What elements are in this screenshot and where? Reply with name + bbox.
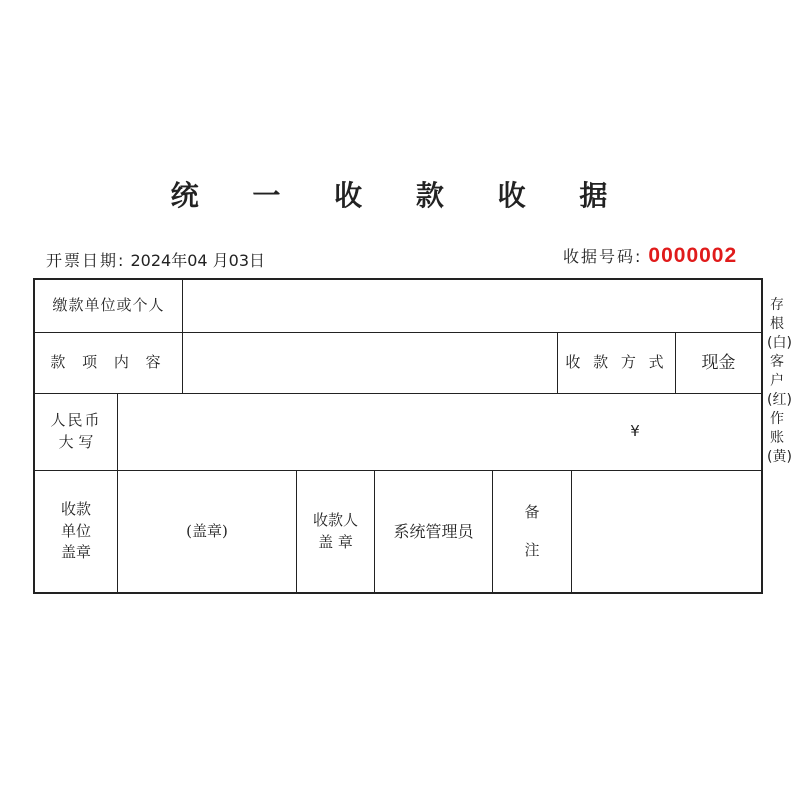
amount-label	[35, 394, 117, 470]
issue-date	[46, 248, 265, 271]
payer-value[interactable]	[183, 280, 761, 332]
unit-seal-line1: 收款	[60, 499, 91, 518]
remark-label-line1: 备	[524, 502, 540, 521]
payment-method-label: 收 款 方 式	[565, 353, 668, 372]
issue-date-value: 2024年04 月03日	[130, 251, 266, 270]
payer-label: 缴款单位或个人	[52, 296, 165, 315]
collector-label	[297, 471, 374, 592]
item-label: 款 项 内 容	[50, 353, 167, 372]
currency-symbol: ¥	[630, 422, 640, 441]
remark-label-line2: 注	[524, 540, 540, 559]
amount-label-line2: 大 写	[58, 433, 94, 451]
receipt-title: 统 一 收 款 收 据	[170, 179, 630, 212]
item-value[interactable]	[183, 333, 557, 393]
copy-distribution-note: 存根(白) 客户(红) 作账(黄)	[767, 297, 792, 465]
unit-seal-label	[35, 471, 117, 592]
payment-method-value[interactable]: 现金	[701, 352, 736, 373]
receipt-table	[33, 278, 763, 594]
unit-seal-line2: 单位	[60, 521, 91, 540]
issue-date-label: 开票日期:	[46, 251, 126, 270]
unit-seal-line3: 盖章	[60, 543, 91, 562]
receipt-number	[563, 244, 737, 268]
amount-in-words[interactable]	[118, 394, 578, 470]
amount-figure[interactable]	[625, 420, 645, 444]
amount-label-line1: 人民币	[50, 411, 102, 430]
receipt-number-value: 0000002	[648, 244, 738, 267]
remark-value[interactable]	[572, 471, 761, 592]
remark-label	[493, 471, 571, 592]
seal-placeholder: (盖章)	[186, 521, 228, 540]
collector-label-line2: 盖 章	[318, 532, 353, 551]
collector-label-line1: 收款人	[312, 510, 358, 529]
collector-value[interactable]: 系统管理员	[393, 521, 474, 541]
receipt-number-label: 收据号码:	[563, 247, 643, 266]
